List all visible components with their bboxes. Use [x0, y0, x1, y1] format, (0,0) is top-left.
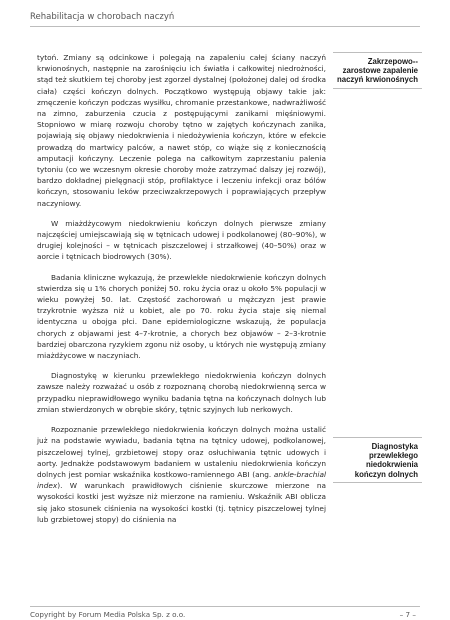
footer-copyright: Copyright by Forum Media Polska Sp. z o.o. — [30, 610, 186, 619]
paragraph-4: Diagnostykę w kierunku przewlekłego niedokrwienia kończyn dolnych zawsze należy rozważać u osób z rozpoznaną chorobą niedokrwienną serca w przypadku nieprawidłowego wyniku badania tętna na kończynach dolnych lub zmian stwierdzonych w obrębie skóry, tętnic szyjnych lub nerkowych. — [37, 371, 326, 414]
footer-divider — [30, 606, 420, 607]
paragraph-5-part-2: ). W warunkach prawidłowych ciśnienie skurczowe mierzone na wysokości kostki jest wyższe niż mierzone na ramieniu. Wskaźnik ABI oblicza się jako stosunek ciśnienia na wysokości kostki (tj. tętnicy piszczelowej tylnej lub grzbietowej stopy) do ciśnienia na — [37, 481, 326, 524]
paragraph-5 — [37, 424, 326, 525]
header-divider — [30, 26, 420, 27]
page-number: – 7 – — [399, 610, 416, 619]
paragraph-5-part-1: Rozpoznanie przewlekłego niedokrwienia kończyn dolnych można ustalić już na podstawie wywiadu, badania tętna na tętnicy udowej, podkolanowej, piszczelowej tylnej, grzbietowej stopy oraz osłuchiwania tętnic udowych i aorty. Jednakże podstawowym badaniem w ustaleniu niedokrwienia kończyn dolnych jest pomiar wskaźnika kostkowo-ramiennego ABI (ang. — [37, 425, 326, 479]
margin-note-thromboangiitis: Zakrzepowo--zarostowe zapalenie naczyń krwionośnych — [333, 52, 422, 89]
paragraph-5-italic-term: ankle-brachial index — [37, 469, 326, 491]
margin-note-diagnostics: Diagnostyka przewlekłego niedokrwienia kończyn dolnych — [333, 437, 422, 483]
main-text-column — [37, 52, 326, 534]
paragraph-3: Badania kliniczne wykazują, że przewlekłe niedokrwienie kończyn dolnych stwierdza się u 1% chorych poniżej 50. roku życia oraz u około 5% populacji w wieku powyżej 50. lat. Częstość zachorowań u mężczyzn jest prawie trzykrotnie wyższa niż u kobiet, ale po 70. roku życia staje się niemal identyczna u obojga płci. Dane epidemiologiczne wskazują, że populacja chorych z objawami jest 4–7-krotnie, a chorych bez objawów – 2–3-krotnie bardziej obarczona ryzykiem zgonu niż osoby, u których nie występują zmiany miażdżycowe w naczyniach. — [37, 272, 326, 361]
running-header: Rehabilitacja w chorobach naczyń — [30, 12, 175, 22]
paragraph-2: W miażdżycowym niedokrwieniu kończyn dolnych pierwsze zmiany najczęściej umiejscawiają się w tętnicach udowej i podkolanowej (80–90%), w drugiej kolejności – w tętnicach piszczelowej i strzałkowej (40–50%) oraz w aorcie i tętnicach biodrowych (30%). — [37, 218, 326, 262]
paragraph-1: tytoń. Zmiany są odcinkowe i polegają na zapaleniu całej ściany naczyń krwionośnych, następnie na zarośnięciu ich światła i całkowitej niedrożności, stąd też skutkiem tej choroby jest zgorzel dystalnej (położonej dalej od środka ciała) części kończyn dolnych. Początkowo występują objawy takie jak: zmęczenie kończyn podczas wysiłku, chromanie przestankowe, nadwrażliwość na zimno, zaburzenia czucia z postępującymi zanikami mięśniowymi. Stopniowo w miarę rozwoju choroby tętno w zajętych kończynach zanika, pojawiają się objawy niedokrwienia i niedożywienia kończyn, które w efekcie prowadzą do martwicy palców, a nawet stóp, co wiąże się z koniecznością amputacji kończyny. Leczenie polega na całkowitym zaprzestaniu palenia tytoniu (co we wczesnym okresie choroby może zatrzymać dalszy jej rozwój), bardzo dokładnej pielęgnacji stóp, profilaktyce i leczeniu infekcji oraz bólów kończyn, stosowaniu leków przeciwzakrzepowych i poprawiających przepływ naczyniowy. — [37, 53, 326, 208]
